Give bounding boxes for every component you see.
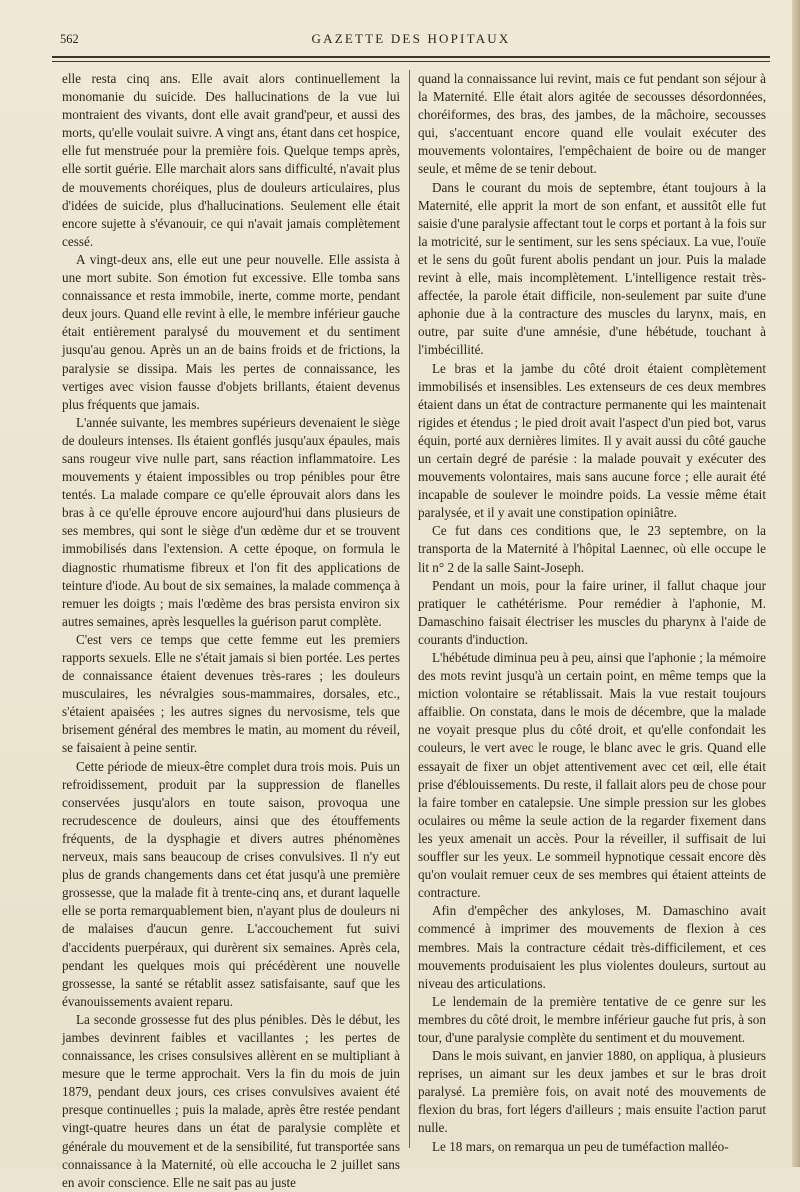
journal-title: GAZETTE DES HOPITAUX bbox=[311, 31, 511, 46]
paragraph: L'hébétude diminua peu à peu, ainsi que l'aphonie ; la mémoire des mots revint jusqu'à un certain point, en même temps que la miction volontaire se rétablissait. Mais la vue restait toujours affaiblie. On constata, dans le mois de décembre, que la malade ne voyait presque plus du côté droit, et qu'elle confondait les couleurs, le vert avec le rouge, le blanc avec le gris. Quand elle essayait de fixer un objet attentivement avec cet œil, elle était prise d'éblouissements. Du reste, il fallait alors peu de chose pour la faire tomber en catalepsie. Une simple pression sur les globes oculaires ou même la seule action de la regarder fixement dans les yeux amenait un accès. Pour la réveiller, il suffisait de lui souffler sur les yeux. Le sommeil hypnotique cessait encore dès qu'on voulait remuer ceux de ses membres qui étaient atteints de contracture. bbox=[418, 650, 766, 901]
paragraph: Dans le courant du mois de septembre, étant toujours à la Maternité, elle apprit la mort de son enfant, et aussitôt elle fut saisie d'une paralysie affectant tout le corps et portant à la fois sur la motricité, sur le sentiment, sur les sens spéciaux. La vue, l'ouïe et le sens du goût furent abolis pendant un jour. Puis la malade revint à elle, mais incomplètement. L'intelligence restait très-affectée, la parole était difficile, non-seulement par suite d'une aphonie due à la contracture des muscles du larynx, mais, en outre, par suite d'une amnésie, d'une hébétude, touchant à l'imbécillité. bbox=[418, 179, 766, 358]
page-header bbox=[52, 26, 770, 52]
right-column bbox=[418, 70, 766, 1154]
header-rule-thick bbox=[52, 56, 770, 58]
paragraph: quand la connaissance lui revint, mais ce fut pendant son séjour à la Maternité. Elle était alors agitée de secousses désordonnées, choréiformes, des bras, des jambes, de la mâchoire, secousses qui, s'accentuant encore quand elle voulait exécuter des mouvements volontaires, l'empêchaient de boire ou de manger seule, et même de se tenir debout. bbox=[418, 71, 766, 177]
paragraph: A vingt-deux ans, elle eut une peur nouvelle. Elle assista à une mort subite. Son émotion fut excessive. Elle tomba sans connaissance et resta immobile, inerte, comme morte, pendant deux jours. Quand elle revint à elle, le membre inférieur gauche était entièrement paralysé du mouvement et du sentiment jusqu'au genou. Après un an de bains froids et de frictions, la paralysie se dissipa. Mais les pertes de connaissance, les vertiges avec vision fausse d'objets brillants, étaient devenus plus fréquents que jamais. bbox=[62, 251, 400, 412]
paragraph: Le lendemain de la première tentative de ce genre sur les membres du côté droit, le membre inférieur gauche fut pris, à son tour, d'une paralysie complète du sentiment et du mouvement. bbox=[418, 993, 766, 1045]
paragraph: La seconde grossesse fut des plus pénibles. Dès le début, les jambes devinrent faibles et vacillantes ; les pertes de connaissance, les crises consulsives allèrent en se multipliant à mesure que le terme approchait. Vers la fin du mois de juin 1879, pendant deux jours, ces crises convulsives avaient été presque continuelles ; puis la malade, après être restée pendant vingt-quatre heures dans un état de paralysie complète et générale du mouvement et de la sensibilité, fut transportée sans connaissance à la Maternité, où elle accoucha le 2 juillet sans en avoir conscience. Elle ne sait pas au juste bbox=[62, 1011, 400, 1190]
paragraph: L'année suivante, les membres supérieurs devenaient le siège de douleurs intenses. Ils étaient gonflés jusqu'aux épaules, mais sans rougeur vive nulle part, sans réaction inflammatoire. Les mouvements y étaient impossibles ou trop pénibles pour être tentés. La malade compare ce qu'elle éprouvait alors dans les bras à ce qu'elle éprouve encore aujourd'hui dans plusieurs de ses membres, qui sont le siège d'un œdème dur et se trouvent immobilisés dans l'extension. A cette époque, on formula le diagnostic rhumatisme fibreux et l'on fit des applications de teinture d'iode. Au bout de six semaines, la malade commença à remuer les doigts ; mais l'œdème des bras persista environ six autres semaines, après lesquelles la guérison parut complète. bbox=[62, 414, 400, 629]
page-edge-shadow bbox=[792, 0, 800, 1167]
page-number: 562 bbox=[60, 32, 79, 46]
paragraph: Le 18 mars, on remarqua un peu de tuméfaction malléo- bbox=[432, 1138, 729, 1154]
header-rule-thin bbox=[52, 61, 770, 62]
paragraph: Dans le mois suivant, en janvier 1880, on appliqua, à plusieurs reprises, un aimant sur les deux jambes et sur le bras droit paralysé. La première fois, on avait noté des mouvements de flexion du bras, fort légers d'ailleurs ; mais ensuite l'action parut nulle. bbox=[418, 1048, 766, 1136]
paragraph: Afin d'empêcher des ankyloses, M. Damaschino avait commencé à imprimer des mouvements de flexion à ces membres. Mais la contracture cédait très-difficilement, et ces mouvements produisaient les plus violentes douleurs, surtout au niveau des articulations. bbox=[418, 903, 766, 991]
column-divider bbox=[409, 70, 410, 1148]
paragraph: elle resta cinq ans. Elle avait alors continuellement la monomanie du suicide. Des hallucinations de la vue lui montraient des vivants, dont elle avait grand'peur, et aussi des morts, qu'elle voulait suivre. A vingt ans, étant dans cet hospice, elle fut menstruée pour la première fois. Quelque temps après, elle sortit guérie. Elle marchait alors sans difficulté, n'avait plus de mouvements choréiques, plus de douleurs articulaires, plus d'idées de suicide, plus d'hallucinations. Seulement elle était encore sujette à s'évanouir, ce qui n'avait jamais complètement cessé. bbox=[62, 71, 400, 249]
paragraph: Pendant un mois, pour la faire uriner, il fallut chaque jour pratiquer le cathétérisme. Pour remédier à l'aphonie, M. Damaschino faisait électriser les muscles du pharynx à l'aide de courants d'induction. bbox=[418, 577, 766, 647]
paragraph: Ce fut dans ces conditions que, le 23 septembre, on la transporta de la Maternité à l'hôpital Laennec, où elle occupe le lit n° 2 de la salle Saint-Joseph. bbox=[418, 523, 766, 575]
left-column bbox=[62, 70, 400, 1190]
paragraph: Cette période de mieux-être complet dura trois mois. Puis un refroidissement, produit par la suppression de flanelles conservées jusqu'alors en toute saison, provoqua une recrudescence de douleurs, ainsi que des étouffements fréquents, de la dysphagie et divers autres phénomènes nerveux, mais sans beaucoup de crises convulsives. Il n'y eut plus de grands changements dans cet état jusqu'à une première grossesse, que la malade fit à trente-cinq ans, et durant laquelle elle se porta remarquablement bien, n'ayant plus de douleurs ni de malaises d'aucun genre. L'accouchement fut suivi d'accidents puerpéraux, qui durèrent six semaines. Après cela, pendant les quelques mois qui précédèrent une nouvelle grossesse, la santé se rétablit assez satisfaisante, sauf que les évanouissements avaient reparu. bbox=[62, 758, 400, 1009]
paragraph: Le bras et la jambe du côté droit étaient complètement immobilisés et insensibles. Les extenseurs de ces deux membres étaient dans un état de contracture permanente qui les maintenait rigides et étendus ; le pied droit avait l'aspect d'un pied bot, varus équin, porté aux dernières limites. Il y avait aussi du côté gauche un certain degré de parésie : la malade pouvait y exécuter des mouvements volontaires, mais sans aucune force ; elle aurait été incapable de soulever le moindre poids. La vessie même était paralysée, et il y avait une constipation opiniâtre. bbox=[418, 360, 766, 521]
paragraph: C'est vers ce temps que cette femme eut les premiers rapports sexuels. Elle ne s'était jamais si bien portée. Les pertes de connaissance étaient devenues très-rares ; les douleurs musculaires, les névralgies sous-mammaires, dorsales, etc., s'étaient apaisées ; les autres signes du nervosisme, tels que brisement général des membres le matin, au moment du réveil, se faisaient à peine sentir. bbox=[62, 631, 400, 756]
